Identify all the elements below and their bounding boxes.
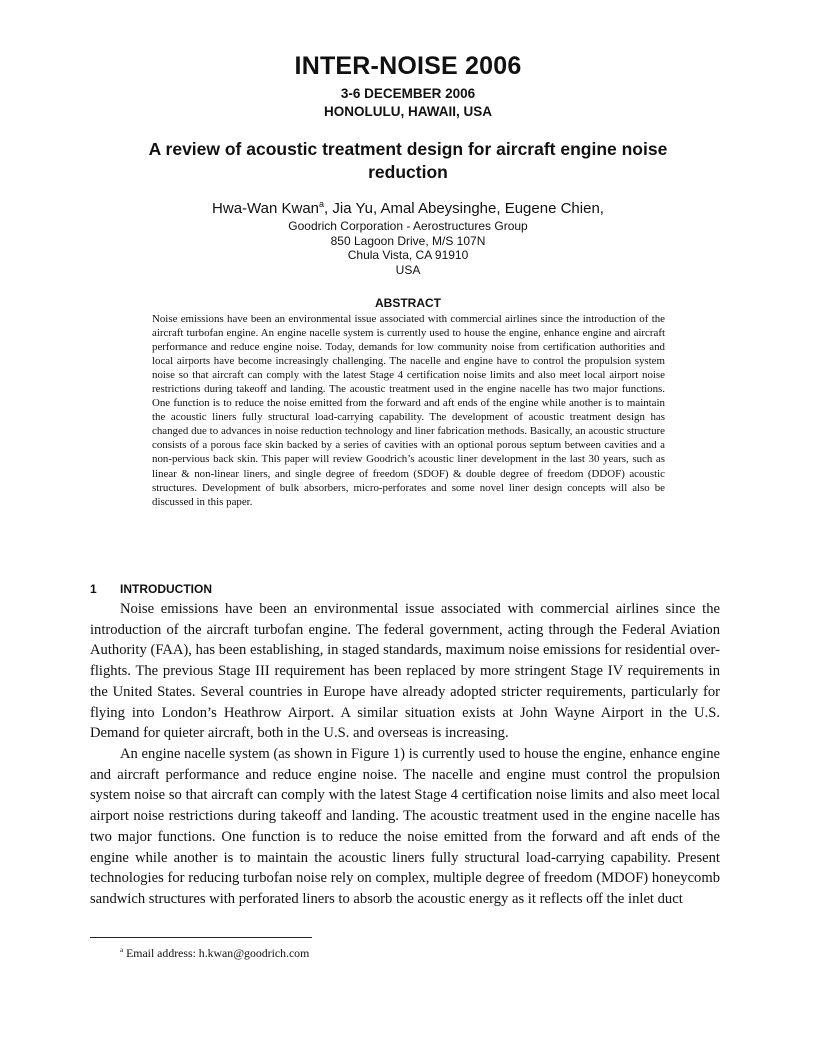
- section-title: INTRODUCTION: [120, 582, 212, 596]
- footnote-marker: a: [319, 199, 325, 209]
- intro-paragraph-2: An engine nacelle system (as shown in Figure 1) is currently used to house the engine, enhance engine and aircraft performance and reduce engine noise. The nacelle and engine must control the propulsion system noise so that aircraft can comply with the latest Stage 4 certification noise limits and also meet local airport noise restrictions during takeoff and landing. The acoustic treatment used in the engine nacelle has two major functions. One function is to reduce the noise emitted from the forward and aft ends of the engine while another is to maintain the acoustic liners fully structural load-carrying capability. Present technologies for reducing turbofan noise rely on complex, multiple degree of freedom (MDOF) honeycomb sandwich structures with perforated liners to absorb the acoustic energy as it reflects off the inlet duct: [90, 746, 720, 907]
- conference-date: 3-6 DECEMBER 2006: [340, 86, 476, 101]
- author-primary: Hwa-Wan Kwan: [212, 200, 320, 217]
- intro-paragraph-1: Noise emissions have been an environmental issue associated with commercial airlines since the introduction of the aircraft turbofan engine. The federal government, acting through the Federal Aviation Authority (FAA), has been establishing, in staged standards, maximum noise emissions for residential over-flights. The previous Stage III requirement has been replaced by more stringent Stage IV requirements in the United States. Several countries in Europe have already adopted stricter requirements, particularly for flying into London’s Heathrow Airport. A similar situation exists at John Wayne Airport in the U.S. Demand for quieter aircraft, both in the U.S. and overseas is increasing.: [90, 601, 720, 742]
- affiliation-organization: Goodrich Corporation - Aerostructures Group: [288, 219, 528, 233]
- section-number: 1: [90, 582, 97, 596]
- paper-title: A review of acoustic treatment design for aircraft engine noise reduction: [148, 139, 668, 182]
- footnote-text: Email address: h.kwan@goodrich.com: [126, 946, 310, 960]
- footnote-mark: a: [120, 946, 124, 955]
- footnote-divider: [90, 937, 312, 938]
- affiliation-city: Chula Vista, CA 91910: [347, 248, 469, 262]
- footnote: [120, 946, 309, 961]
- abstract-heading: ABSTRACT: [375, 296, 441, 310]
- conference-title: INTER-NOISE 2006: [294, 52, 522, 80]
- affiliation-street: 850 Lagoon Drive, M/S 107N: [330, 234, 486, 248]
- affiliation-country: USA: [395, 263, 421, 277]
- section-heading-introduction: [90, 582, 212, 596]
- conference-location: HONOLULU, HAWAII, USA: [324, 104, 492, 119]
- author-list: [0, 200, 816, 217]
- author-others: , Jia Yu, Amal Abeysinghe, Eugene Chien,: [324, 200, 604, 217]
- abstract-text: Noise emissions have been an environmental issue associated with commercial airlines since the introduction of the aircraft turbofan engine. An engine nacelle system is currently used to house the engine, enhance engine and aircraft performance and reduce engine noise. Today, demands for low community noise from certification authorities and local airports have become increasingly challenging. The nacelle and engine have to control the propulsion system noise so that aircraft can comply with the latest Stage 4 certification noise limits and also meet local airport noise restrictions during takeoff and landing. The acoustic treatment used in the engine nacelle has two major functions. One function is to reduce the noise emitted from the forward and aft ends of the engine while another is to maintain the acoustic liners fully structural load-carrying capability. The development of acoustic treatment design has changed due to advances in noise reduction technology and liner fabrication methods. Basically, an acoustic structure consists of a porous face skin backed by a series of cavities with an optional porous septum between cavities and a non-pervious back skin. This paper will review Goodrich’s acoustic liner development in the last 30 years, such as linear & non-linear liners, and single degree of freedom (SDOF) & double degree of freedom (DDOF) acoustic structures. Development of bulk absorbers, micro-perforates and some novel liner design concepts will also be discussed in this paper.: [152, 313, 665, 508]
